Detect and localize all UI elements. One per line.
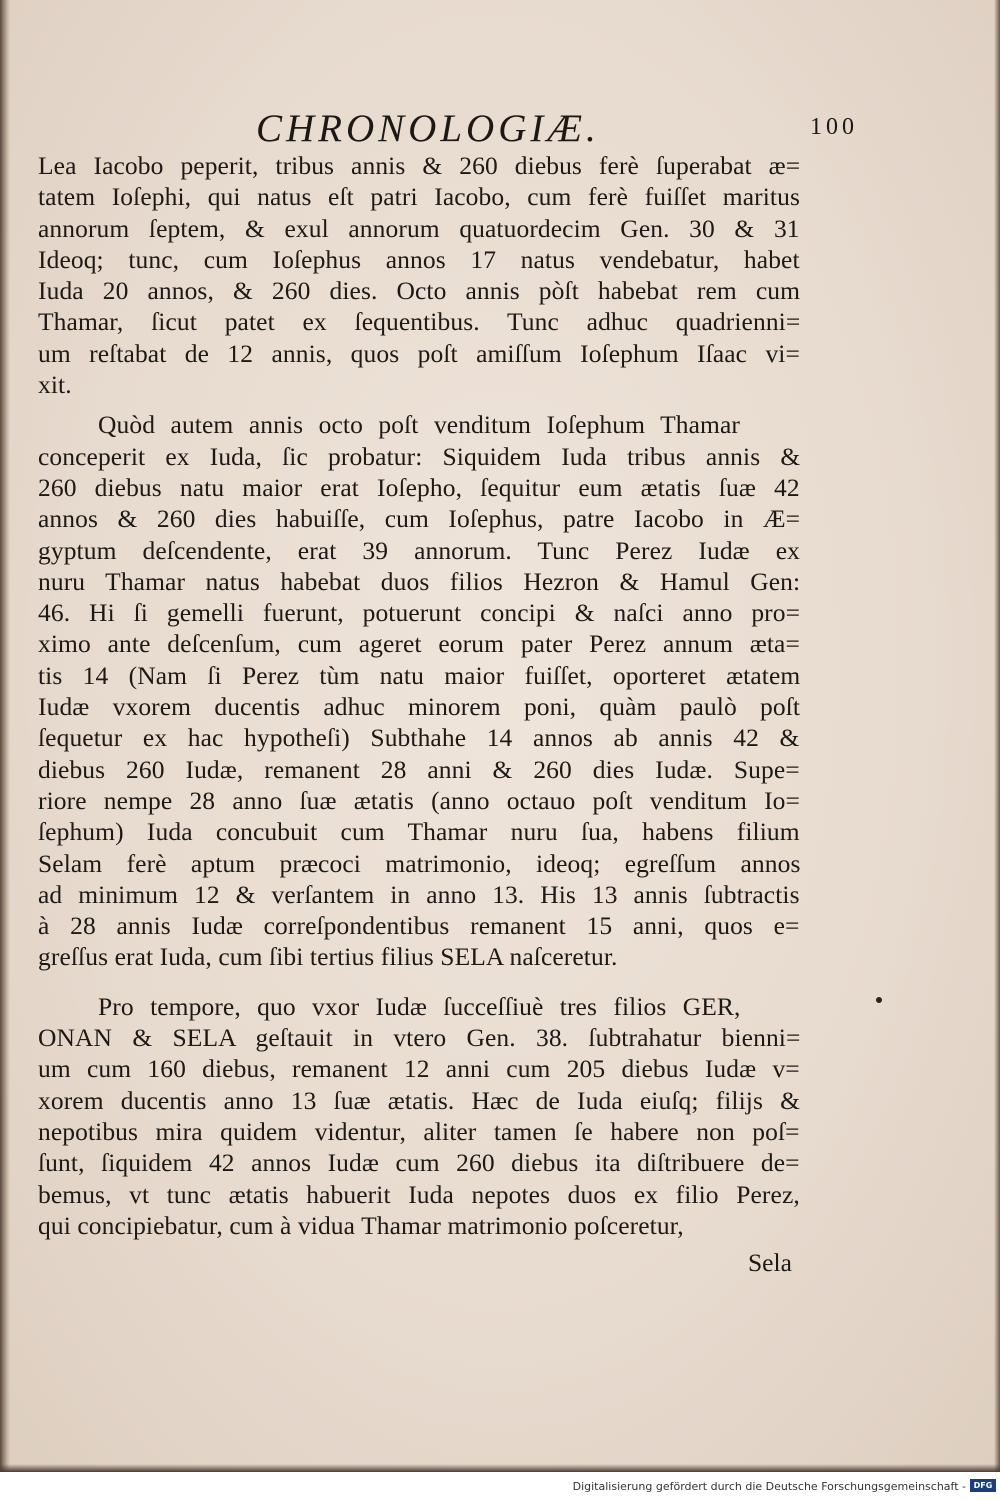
- running-title: CHRONOLOGIÆ.: [256, 107, 600, 150]
- footer-bar: [0, 1472, 1000, 1501]
- text-line: ad minimum 12 & verſantem in anno 13. His 13 annis ſubtractis: [38, 879, 800, 909]
- folio-number: 100: [810, 114, 858, 140]
- text-line: conceperit ex Iuda, ſic probatur: Siquidem Iuda tribus annis &: [38, 441, 801, 471]
- text-line: tatem Ioſephi, qui natus eſt patri Iacobo, cum ferè fuiſſet maritus: [38, 182, 800, 212]
- page-header: [0, 106, 1000, 150]
- text-line: Pro tempore, quo vxor Iudæ ſucceſſiuè tres filios GER,: [98, 991, 741, 1021]
- text-line: ſunt, ſiquidem 42 annos Iudæ cum 260 diebus ita diſtribuere de=: [38, 1148, 800, 1178]
- text-line: tis 14 (Nam ſi Perez tùm natu maior fuiſſet, oporteret ætatem: [38, 660, 801, 690]
- page-gutter-shadow: [0, 0, 10, 1472]
- text-line: nuru Thamar natus habebat duos filios Hezron & Hamul Gen:: [38, 566, 801, 596]
- text-line: bemus, vt tunc ætatis habuerit Iuda nepotes duos ex filio Perez,: [38, 1179, 800, 1209]
- dfg-logo: DFG: [970, 1479, 996, 1492]
- margin-dot-mark: [876, 997, 882, 1003]
- footer-credit: Digitalisierung gefördert durch die Deutsche Forschungsgemeinschaft -: [572, 1480, 966, 1493]
- text-line: Quòd autem annis octo poſt venditum Ioſephum Thamar: [98, 410, 740, 440]
- page-bottom-shadow: [0, 1464, 1000, 1472]
- page-edge-shadow: [994, 0, 1000, 1472]
- text-line: greſſus erat Iuda, cum ſibi tertius filius SELA naſceretur.: [38, 942, 618, 972]
- paragraph-3: [38, 991, 828, 1241]
- catchword: Sela: [748, 1248, 792, 1277]
- text-line: ximo ante deſcenſum, cum ageret eorum pater Perez annum æta=: [38, 629, 800, 659]
- text-line: annos & 260 dies habuiſſe, cum Ioſephus, patre Iacobo in Æ=: [38, 504, 801, 534]
- text-line: ſequetur ex hac hypotheſi) Subthahe 14 annos ab annis 42 &: [38, 723, 800, 753]
- text-line: Ideoq; tunc, cum Ioſephus annos 17 natus vendebatur, habet: [38, 244, 800, 274]
- text-line: xorem ducentis anno 13 ſuæ ætatis. Hæc de Iuda eiuſq; filijs &: [38, 1085, 801, 1115]
- text-line: Thamar, ſicut patet ex ſequentibus. Tunc adhuc quadrienni=: [38, 307, 801, 337]
- text-line: 46. Hi ſi gemelli fuerunt, potuerunt concipi & naſci anno pro=: [38, 598, 801, 628]
- text-line: ONAN & SELA geſtauit in vtero Gen. 38. ſubtrahatur bienni=: [38, 1023, 801, 1053]
- text-line: Iuda 20 annos, & 260 dies. Octo annis pòſt habebat rem cum: [38, 276, 801, 306]
- text-line: Lea Iacobo peperit, tribus annis & 260 diebus ferè ſuperabat æ=: [38, 151, 801, 180]
- text-line: nepotibus mira quidem videntur, aliter tamen ſe habere non poſ=: [38, 1116, 800, 1146]
- text-line: Iudæ vxorem ducentis adhuc minorem poni, quàm paulò poſt: [38, 692, 801, 722]
- paragraph-1: [38, 150, 828, 400]
- body-text: [38, 150, 828, 1241]
- text-line: Selam ferè aptum præcoci matrimonio, ideoq; egreſſum annos: [38, 848, 801, 878]
- text-line: annorum ſeptem, & exul annorum quatuordecim Gen. 30 & 31: [38, 213, 800, 243]
- text-line: gyptum deſcendente, erat 39 annorum. Tunc Perez Iudæ ex: [38, 535, 801, 565]
- paragraph-2: [38, 409, 828, 972]
- text-line: riore nempe 28 anno ſuæ ætatis (anno octauo poſt venditum Io=: [38, 785, 801, 815]
- text-line: um cum 160 diebus, remanent 12 anni cum 205 diebus Iudæ v=: [38, 1054, 800, 1084]
- text-line: à 28 annis Iudæ correſpondentibus remanent 15 anni, quos e=: [38, 911, 800, 941]
- text-line: diebus 260 Iudæ, remanent 28 anni & 260 dies Iudæ. Supe=: [38, 754, 800, 784]
- text-line: xit.: [38, 370, 72, 400]
- text-line: 260 diebus natu maior erat Ioſepho, ſequitur eum ætatis ſuæ 42: [38, 472, 800, 502]
- text-line: qui concipiebatur, cum à vidua Thamar matrimonio poſceretur,: [38, 1210, 684, 1240]
- text-line: um reſtabat de 12 annis, quos poſt amiſſum Ioſephum Iſaac vi=: [38, 338, 800, 368]
- text-line: ſephum) Iuda concubuit cum Thamar nuru ſua, habens filium: [38, 817, 800, 847]
